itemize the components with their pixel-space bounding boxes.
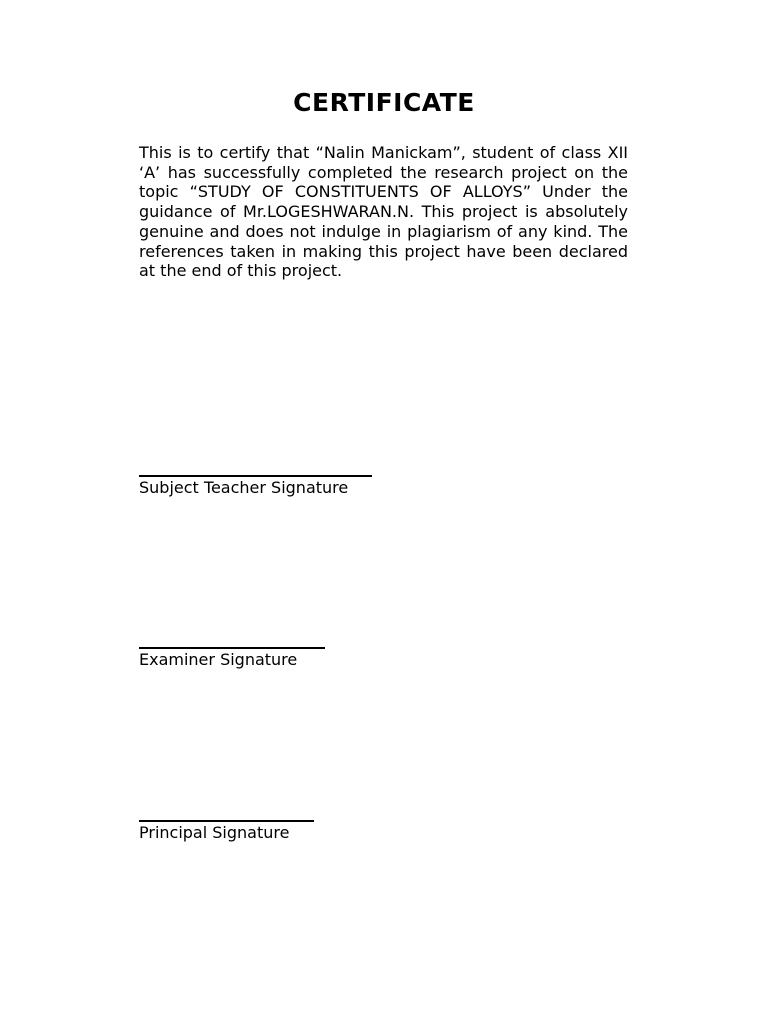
principal-signature-block [139, 820, 314, 843]
examiner-signature-label: Examiner Signature [139, 650, 298, 669]
certificate-title: CERTIFICATE [293, 88, 475, 117]
subject-teacher-signature-block [139, 475, 372, 498]
subject-teacher-signature-label: Subject Teacher Signature [139, 478, 349, 497]
signature-line [139, 820, 314, 822]
principal-signature-label: Principal Signature [139, 823, 290, 842]
examiner-signature-block [139, 647, 325, 670]
signature-line [139, 647, 325, 649]
signature-line [139, 475, 372, 477]
certificate-body-text: This is to certify that “Nalin Manickam”, student of class XII ‘A’ has successfully completed the research project on the topic “STUDY OF CONSTITUENTS OF ALLOYS” Under the guidance of Mr.LOGESHWARAN.N. This project is absolutely genuine and does not indulge in plagiarism of any kind. The references taken in making this project have been declared at the end of this project. [139, 143, 628, 281]
